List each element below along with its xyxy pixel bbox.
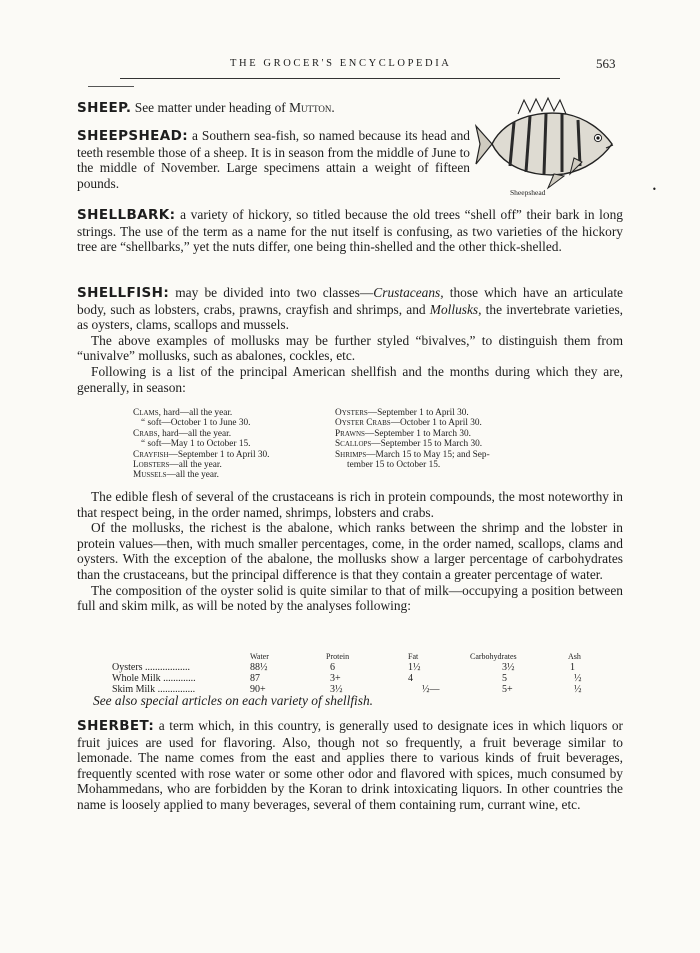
season-item: Oysters—September 1 to April 30.: [335, 408, 469, 418]
term-shellbark: SHELLBARK:: [77, 207, 176, 223]
analysis-row: Oysters .................. 88½ 6 1½ 3½ 1: [112, 662, 575, 673]
entry-shellbark: [77, 207, 623, 255]
shellfish-paragraph: Following is a list of the principal American shellfish and the months during which they are, generally, in season:: [77, 363, 623, 395]
season-list-left: [133, 408, 269, 481]
see-also-note: See also special articles on each variety of shellfish.: [93, 693, 374, 708]
analysis-row: Skim Milk ............... 90+ 3½ ½— 5+ ½: [112, 684, 582, 695]
shellbark-text: a variety of hickory, so titled because the old trees “shell off” their bark in long strings. The use of the term as a name for the nut itself is confusing, as two varieties of the hickory tree are “shellbarks,” yet the nuts differ, one being thin-shelled and the other thick-shelled.: [77, 207, 623, 255]
running-head: THE GROCER'S ENCYCLOPEDIA: [230, 58, 452, 69]
page-number: 563: [596, 56, 616, 71]
shellfish-paragraph: The edible flesh of several of the crustaceans is rich in protein compounds, the most noteworthy in that respect being, in the order named, shrimps, lobsters and crabs.: [77, 489, 623, 520]
term-sheepshead: SHEEPSHEAD:: [77, 128, 189, 144]
sherbet-text: a term which, in this country, is generally used to designate ices in which liquors or fruit juices are used for flavoring. Also, though not so frequently, a fruit beverage similar to lemonade. The name comes from the east and applies there to various kinds of fruit beverages, frequently scented with rose water or some other odor and flavored with spices, much consumed by Mohammedans, who are forbidden by the Koran to drink intoxicating liquors. In other countries the name is loosely applied to many beverages, several of them containing rum, currant wine, etc.: [77, 718, 623, 812]
sheepshead-fish-illustration: [474, 96, 624, 196]
season-item: Oyster Crabs—October 1 to April 30.: [335, 418, 482, 429]
shellfish-paragraph: Of the mollusks, the richest is the abalone, which ranks between the shrimp and the lobster in protein values—then, with much smaller percentages, come, in the order named, scallops, clams and oysters. With the exception of the abalone, the mollusks show a larger percentage of carbohydrates than the crustaceans, but the principal difference is that they contain a greater percentage of water.: [77, 520, 623, 582]
season-item: Scallops—September 15 to March 30.: [335, 439, 483, 450]
header-rule: [120, 78, 560, 79]
season-item: Lobsters—all the year.: [133, 460, 222, 471]
column-header: Ash: [568, 652, 581, 661]
season-item: Crabs, hard—all the year.: [133, 428, 232, 439]
season-item: tember 15 to October 15.: [347, 460, 441, 471]
season-item: “ soft—October 1 to June 30.: [141, 418, 251, 429]
margin-rule: [88, 86, 134, 87]
column-header: Protein: [326, 652, 350, 661]
season-item: Prawns—September 1 to March 30.: [335, 428, 472, 439]
shellfish-paragraph: The composition of the oyster solid is quite similar to that of milk—occupying a position between full and skim milk, as will be noted by the analyses following:: [77, 582, 623, 614]
analysis-header-row: [112, 652, 632, 663]
season-item: “ soft—May 1 to October 15.: [141, 439, 251, 450]
entry-shellfish: SHELLFISH: may be divided into two classes—Crustaceans, those which have an articulate body, such as lobsters, crabs, prawns, crayfish and shrimps, and Mollusks, the invertebrate varieties, as oysters, clams, scallops and mussels. The above examples of mollusks may be further styled “bivalves,” to distinguish them from “univalve” mollusks, such as abalones, cockles, etc. Following is a list of the principal American shellfish and the months during which they are, generally, in season:: [77, 285, 623, 395]
season-list-right: [335, 408, 490, 470]
column-header: Water: [250, 652, 269, 661]
term-sherbet: SHERBET:: [77, 718, 155, 734]
sheepshead-text: a Southern sea-fish, so named because its head and teeth resemble those of a sheep. It is in season from the middle of June to the middle of November. Large specimens attain a weight of fifteen pounds.: [77, 128, 470, 191]
season-item: Mussels—all the year.: [133, 470, 219, 481]
term-shellfish: SHELLFISH:: [77, 285, 170, 301]
analysis-row: Whole Milk ............. 87 3+ 4 5 ½: [112, 673, 582, 684]
entry-sherbet: [77, 718, 623, 813]
term-sheep: SHEEP.: [77, 100, 132, 116]
sheep-text: See matter under heading of: [134, 100, 286, 115]
season-item: Shrimps—March 15 to May 15; and Sep-: [335, 449, 490, 460]
season-item: Crayfish—September 1 to April 30.: [133, 449, 270, 460]
entry-sheep: SHEEP. See matter under heading of Mutton.: [77, 100, 335, 116]
column-header: Fat: [408, 652, 419, 661]
season-item: Clams, hard—all the year.: [133, 408, 233, 418]
figure-caption: Sheepshead: [510, 188, 546, 197]
margin-mark: •: [652, 185, 657, 194]
shellfish-paragraph: The above examples of mollusks may be further styled “bivalves,” to distinguish them from “univalve” mollusks, such as abalones, cockles, etc.: [77, 332, 623, 364]
sheep-xref-link[interactable]: Mutton: [289, 100, 332, 115]
analysis-table: [112, 652, 632, 696]
entry-shellfish-continued: [77, 489, 623, 614]
entry-sheepshead: [77, 128, 470, 191]
column-header: Carbohydrates: [470, 652, 517, 661]
